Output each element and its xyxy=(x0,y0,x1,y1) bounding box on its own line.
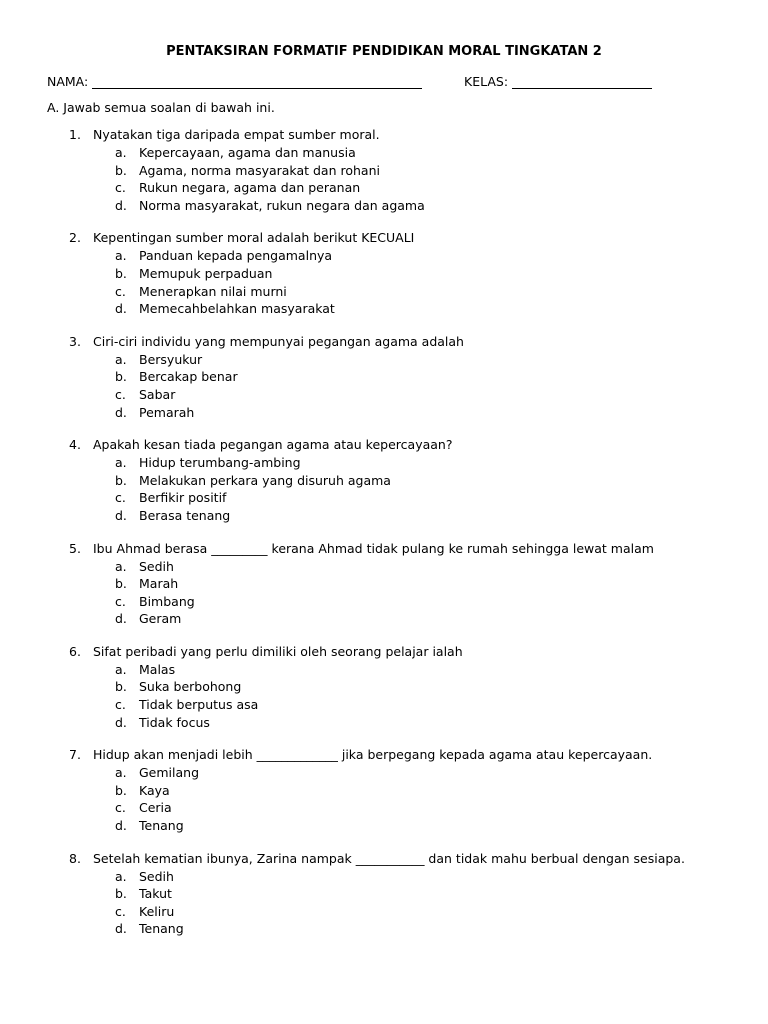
kelas-blank-line xyxy=(512,76,652,89)
option-text: Berasa tenang xyxy=(139,507,231,523)
question-stem xyxy=(47,850,727,868)
option-letter: d. xyxy=(115,197,127,213)
page-title: PENTAKSIRAN FORMATIF PENDIDIKAN MORAL TINGKATAN 2 xyxy=(166,44,602,59)
answer-option xyxy=(47,575,727,593)
option-text: Marah xyxy=(139,576,179,592)
answer-option xyxy=(47,507,727,525)
question-item xyxy=(47,540,727,628)
answer-option xyxy=(47,162,727,180)
option-text: Tidak berputus asa xyxy=(139,697,259,713)
option-list xyxy=(47,661,727,731)
answer-option xyxy=(47,265,727,283)
question-number: 2. xyxy=(69,230,81,246)
question-stem xyxy=(47,333,727,351)
answer-option xyxy=(47,885,727,903)
option-text: Rukun negara, agama dan peranan xyxy=(139,180,361,196)
option-text: Tidak focus xyxy=(139,714,210,730)
answer-option xyxy=(47,368,727,386)
answer-option xyxy=(47,144,727,162)
option-text: Agama, norma masyarakat dan rohani xyxy=(139,162,380,178)
nama-label: NAMA: xyxy=(47,74,89,89)
option-text: Melakukan perkara yang disuruh agama xyxy=(139,472,391,488)
kelas-label: KELAS: xyxy=(464,74,509,89)
option-letter: b. xyxy=(115,162,127,178)
option-letter: a. xyxy=(115,145,127,160)
option-list xyxy=(47,558,727,628)
answer-option xyxy=(47,920,727,938)
option-letter: a. xyxy=(115,248,127,264)
option-letter: d. xyxy=(115,714,127,730)
question-item xyxy=(47,746,727,834)
option-list xyxy=(47,144,727,214)
section-instruction: A. Jawab semua soalan di bawah ini. xyxy=(47,100,275,115)
option-text: Bersyukur xyxy=(139,351,203,367)
nama-field xyxy=(47,74,422,89)
option-text: Berfikir positif xyxy=(139,490,227,506)
option-text: Tenang xyxy=(139,921,184,937)
option-letter: c. xyxy=(115,593,126,609)
option-letter: c. xyxy=(115,697,126,713)
answer-option xyxy=(47,197,727,215)
option-text: Memupuk perpaduan xyxy=(139,265,273,281)
answer-option xyxy=(47,472,727,490)
answer-option xyxy=(47,300,727,318)
answer-option xyxy=(47,283,727,301)
option-text: Kepercayaan, agama dan manusia xyxy=(139,145,356,160)
option-text: Kaya xyxy=(139,782,170,798)
option-letter: d. xyxy=(115,404,127,420)
answer-option xyxy=(47,903,727,921)
option-text: Panduan kepada pengamalnya xyxy=(139,248,333,264)
option-text: Bercakap benar xyxy=(139,369,238,385)
answer-option xyxy=(47,661,727,679)
question-item xyxy=(47,229,727,317)
question-text: Sifat peribadi yang perlu dimiliki oleh seorang pelajar ialah xyxy=(93,643,463,659)
answer-option xyxy=(47,558,727,576)
question-text: Hidup akan menjadi lebih _____________ jika berpegang kepada agama atau kepercayaan. xyxy=(93,747,653,763)
question-stem xyxy=(47,540,727,558)
option-text: Gemilang xyxy=(139,765,200,781)
answer-option xyxy=(47,782,727,800)
option-list xyxy=(47,454,727,524)
question-stem xyxy=(47,643,727,661)
question-item xyxy=(47,126,727,214)
option-text: Menerapkan nilai murni xyxy=(139,283,287,299)
option-letter: a. xyxy=(115,351,127,367)
answer-option xyxy=(47,714,727,732)
question-text: Kepentingan sumber moral adalah berikut KECUALI xyxy=(93,230,415,246)
answer-option xyxy=(47,678,727,696)
nama-blank-line xyxy=(92,76,422,89)
answer-option xyxy=(47,404,727,422)
option-text: Ceria xyxy=(139,800,172,816)
question-text: Nyatakan tiga daripada empat sumber moral. xyxy=(93,127,380,142)
option-text: Bimbang xyxy=(139,593,195,609)
question-item xyxy=(47,850,727,938)
answer-option xyxy=(47,610,727,628)
answer-option xyxy=(47,799,727,817)
answer-option xyxy=(47,351,727,369)
option-list xyxy=(47,247,727,317)
option-letter: c. xyxy=(115,903,126,919)
option-text: Sabar xyxy=(139,386,176,402)
option-text: Sedih xyxy=(139,558,174,574)
answer-option xyxy=(47,247,727,265)
question-text: Apakah kesan tiada pegangan agama atau kepercayaan? xyxy=(93,437,453,453)
option-letter: d. xyxy=(115,921,127,937)
option-letter: d. xyxy=(115,507,127,523)
option-letter: a. xyxy=(115,868,127,884)
answer-option xyxy=(47,454,727,472)
answer-option xyxy=(47,593,727,611)
question-stem xyxy=(47,746,727,764)
option-letter: b. xyxy=(115,679,127,695)
option-letter: c. xyxy=(115,386,126,402)
option-letter: b. xyxy=(115,886,127,902)
option-text: Norma masyarakat, rukun negara dan agama xyxy=(139,197,425,213)
question-stem xyxy=(47,126,727,144)
option-text: Geram xyxy=(139,611,182,627)
option-letter: d. xyxy=(115,611,127,627)
question-text: Ibu Ahmad berasa _________ kerana Ahmad tidak pulang ke rumah sehingga lewat malam xyxy=(93,540,654,556)
kelas-field xyxy=(464,74,652,89)
question-number: 7. xyxy=(69,747,81,763)
question-list xyxy=(47,126,727,953)
answer-option xyxy=(47,489,727,507)
answer-option xyxy=(47,696,727,714)
question-text: Setelah kematian ibunya, Zarina nampak ___________ dan tidak mahu berbual dengan sesiapa. xyxy=(93,850,685,866)
option-letter: a. xyxy=(115,455,127,471)
option-text: Sedih xyxy=(139,868,174,884)
question-number: 6. xyxy=(69,643,81,659)
question-stem xyxy=(47,229,727,247)
option-letter: b. xyxy=(115,576,127,592)
option-list xyxy=(47,868,727,938)
option-text: Malas xyxy=(139,661,176,677)
option-letter: b. xyxy=(115,265,127,281)
question-stem xyxy=(47,436,727,454)
answer-option xyxy=(47,817,727,835)
question-number: 4. xyxy=(69,437,81,453)
question-item xyxy=(47,436,727,524)
option-letter: a. xyxy=(115,765,127,781)
question-number: 8. xyxy=(69,850,81,866)
option-list xyxy=(47,351,727,421)
question-text: Ciri-ciri individu yang mempunyai pegangan agama adalah xyxy=(93,333,464,349)
option-text: Hidup terumbang-ambing xyxy=(139,455,301,471)
option-text: Tenang xyxy=(139,818,184,834)
option-text: Pemarah xyxy=(139,404,195,420)
answer-option xyxy=(47,386,727,404)
question-number: 1. xyxy=(69,127,81,142)
option-letter: c. xyxy=(115,490,126,506)
option-letter: b. xyxy=(115,369,127,385)
option-letter: b. xyxy=(115,782,127,798)
student-info-row xyxy=(47,74,687,92)
question-number: 3. xyxy=(69,333,81,349)
option-letter: a. xyxy=(115,558,127,574)
option-text: Suka berbohong xyxy=(139,679,242,695)
option-letter: c. xyxy=(115,800,126,816)
option-text: Takut xyxy=(139,886,172,902)
option-letter: d. xyxy=(115,818,127,834)
question-number: 5. xyxy=(69,540,81,556)
option-list xyxy=(47,764,727,834)
answer-option xyxy=(47,764,727,782)
option-text: Memecahbelahkan masyarakat xyxy=(139,301,335,317)
option-letter: d. xyxy=(115,301,127,317)
option-text: Keliru xyxy=(139,903,175,919)
option-letter: a. xyxy=(115,661,127,677)
answer-option xyxy=(47,868,727,886)
option-letter: c. xyxy=(115,180,126,196)
answer-option xyxy=(47,179,727,197)
option-letter: c. xyxy=(115,283,126,299)
question-item xyxy=(47,643,727,731)
option-letter: b. xyxy=(115,472,127,488)
question-item xyxy=(47,333,727,421)
